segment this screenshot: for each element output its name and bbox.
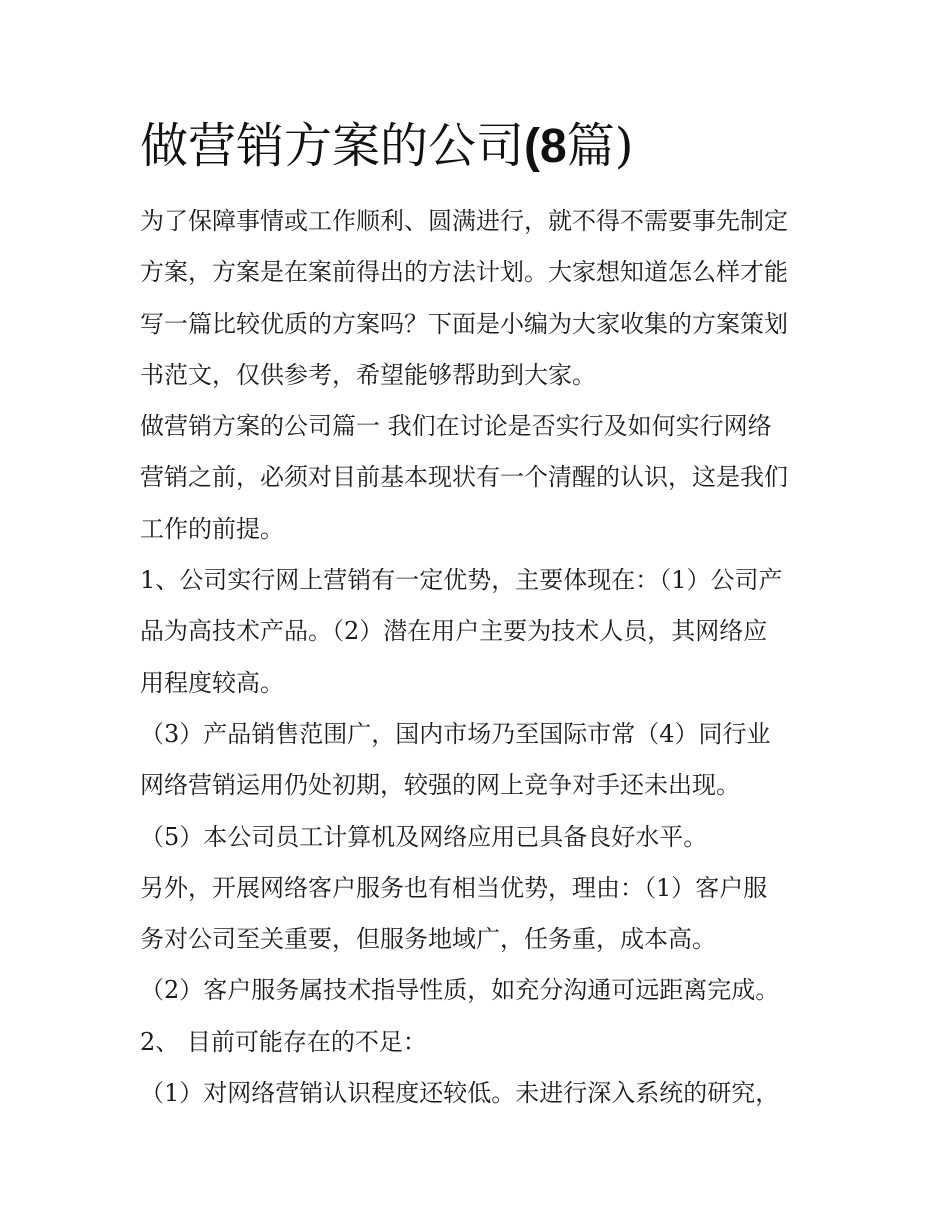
body-line-17: 2、 目前可能存在的不足： bbox=[140, 1027, 427, 1056]
document-title bbox=[140, 116, 633, 177]
body-line-13: （5）本公司员工计算机及网络应用已具备良好水平。 bbox=[140, 822, 708, 851]
body-line-9: 品为高技术产品。（2）潜在用户主要为技术人员，其网络应 bbox=[140, 617, 768, 646]
body-line-15: 务对公司至关重要，但服务地域广，任务重，成本高。 bbox=[140, 925, 716, 954]
title-tail: 篇) bbox=[566, 118, 634, 174]
body-line-16: （2）客户服务属技术指导性质，如充分沟通可远距离完成。 bbox=[140, 976, 780, 1005]
body-line-1: 为了保障事情或工作顺利、圆满进行，就不得不需要事先制定 bbox=[140, 207, 788, 235]
title-main: 做营销方案的公司 bbox=[140, 118, 525, 174]
body-line-8: 1、公司实行网上营销有一定优势，主要体现在：（1）公司产 bbox=[140, 566, 783, 595]
title-count: 8 bbox=[540, 120, 567, 173]
body-line-5: 做营销方案的公司篇一 我们在讨论是否实行及如何实行网络 bbox=[140, 412, 772, 441]
title-open-paren: ( bbox=[524, 120, 540, 173]
body-line-12: 网络营销运用仍处初期，较强的网上竞争对手还未出现。 bbox=[140, 771, 740, 800]
body-line-2: 方案，方案是在案前得出的方法计划。大家想知道怎么样才能 bbox=[140, 258, 788, 287]
body-line-4: 书范文，仅供参考，希望能够帮助到大家。 bbox=[140, 360, 596, 389]
body-line-18: （1）对网络营销认识程度还较低。未进行深入系统的研究， bbox=[140, 1079, 780, 1108]
body-line-11: （3）产品销售范围广，国内市场乃至国际市常（4）同行业 bbox=[140, 719, 771, 748]
body-line-6: 营销之前，必须对目前基本现状有一个清醒的认识，这是我们 bbox=[140, 463, 788, 492]
document-body bbox=[140, 196, 820, 1119]
body-line-14: 另外，开展网络客户服务也有相当优势，理由：（1）客户服 bbox=[140, 873, 768, 902]
body-line-3: 写一篇比较优质的方案吗？下面是小编为大家收集的方案策划 bbox=[140, 309, 788, 338]
body-line-10: 用程度较高。 bbox=[140, 668, 284, 697]
body-line-7: 工作的前提。 bbox=[140, 514, 284, 543]
